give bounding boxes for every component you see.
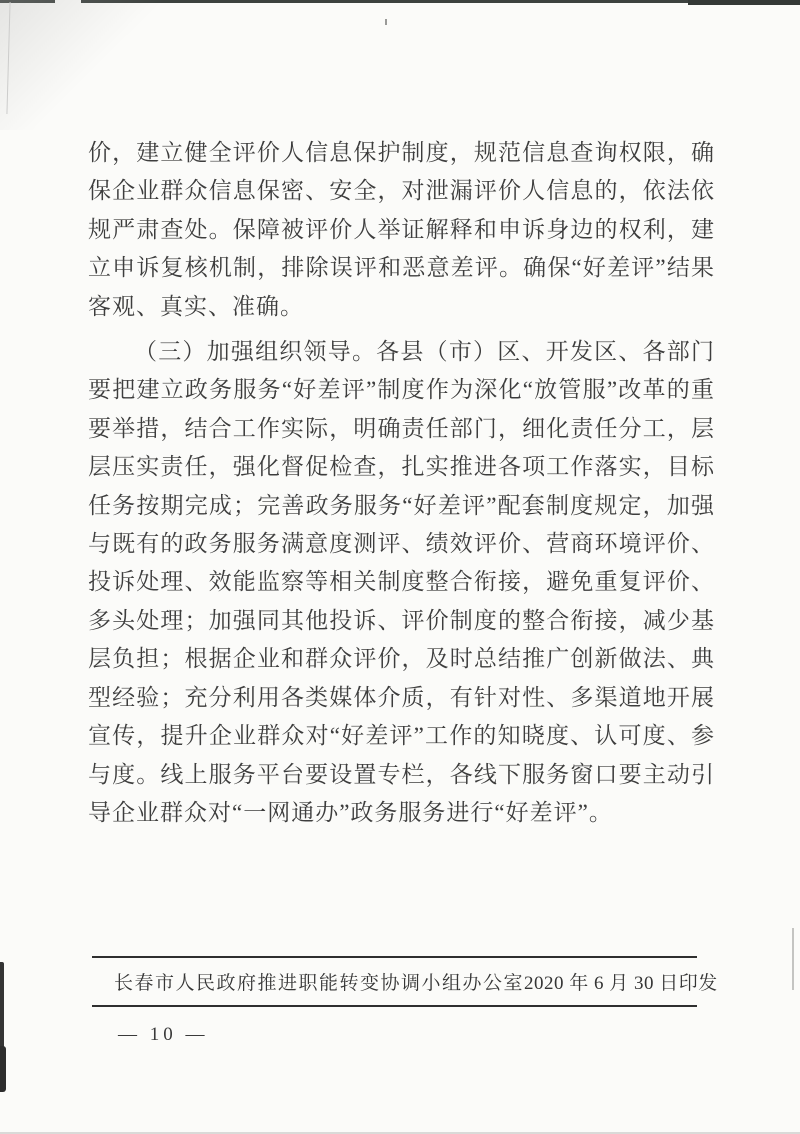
scan-corner-shadow (0, 0, 170, 130)
scan-left-dark-blob (0, 1046, 6, 1092)
paragraph-continuation: 价，建立健全评价人信息保护制度，规范信息查询权限，确保企业群众信息保密、安全，对泄漏评价人信息的，依法依规严肃查处。保障被评价人举证解释和申诉身边的权利，建立申诉复核机制，排除误评和恶意差评。确保“好差评”结果客观、真实、准确。 (88, 140, 715, 319)
scan-top-edge-line (0, 0, 800, 3)
footer-issuing-office: 长春市人民政府推进职能转变协调小组办公室 (114, 973, 525, 994)
page-number: — 10 — (118, 1024, 209, 1045)
scan-speck (385, 19, 387, 25)
document-footer (92, 956, 718, 1007)
document-body (88, 134, 715, 832)
scan-right-faint-mark (792, 928, 794, 990)
paragraph-section-three: （三）加强组织领导。各县（市）区、开发区、各部门要把建立政务服务“好差评”制度作为深化“放管服”改革的重要举措，结合工作实际，明确责任部门，细化责任分工，层层压实责任，强化督促检查，扎实推进各项工作落实，目标任务按期完成；完善政务服务“好差评”配套制度规定，加强与既有的政务服务满意度测评、绩效评价、营商环境评价、投诉处理、效能监察等相关制度整合衔接，避免重复评价、多头处理；加强同其他投诉、评价制度的整合衔接，减少基层负担；根据企业和群众评价，及时总结推广创新做法、典型经验；充分利用各类媒体介质，有针对性、多渠道地开展宣传，提升企业群众对“好差评”工作的知晓度、认可度、参与度。线上服务平台要设置专栏，各线下服务窗口要主动引导企业群众对“一网通办”政务服务进行“好差评”。 (88, 339, 715, 825)
scan-top-edge-gap (55, 0, 81, 4)
scan-top-edge-thick-segment (688, 0, 800, 5)
scan-left-faint-line (6, 2, 10, 114)
footer-print-date: 2020 年 6 月 30 日印发 (524, 973, 718, 994)
